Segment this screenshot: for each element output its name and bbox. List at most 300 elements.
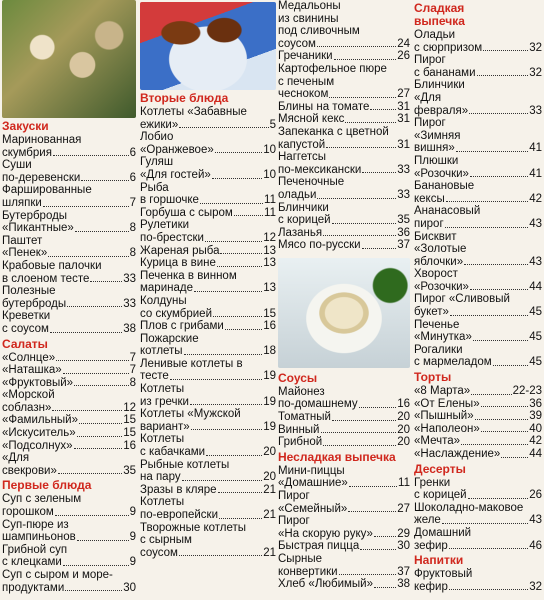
entry-last-line: [140, 282, 276, 295]
toc-entry[interactable]: [414, 398, 542, 411]
section-heading: [414, 2, 542, 28]
toc-entry[interactable]: [278, 553, 410, 578]
entry-last-line: [140, 421, 276, 434]
entry-last-line: [278, 214, 410, 227]
dot-leader: [212, 178, 262, 179]
entry-title-line: Блинчики: [278, 201, 329, 214]
entry-last-line: [2, 323, 136, 336]
toc-entry[interactable]: [414, 527, 542, 552]
entry-title-line: тесте: [140, 370, 169, 383]
entry-title-line: Суп с сыром и море-: [2, 569, 113, 581]
entry-title-line: в горшочке: [140, 194, 199, 207]
toc-entry[interactable]: [140, 156, 276, 181]
toc-entry[interactable]: [140, 245, 276, 258]
dot-leader: [63, 373, 129, 374]
page-number: 46: [529, 539, 542, 552]
entry-title-line: пирог: [414, 217, 444, 230]
toc-entry[interactable]: [140, 333, 276, 358]
entry-last-line: [278, 436, 410, 449]
entry-last-line: [140, 232, 276, 245]
toc-entry[interactable]: [140, 496, 276, 521]
entry-last-line: [140, 320, 276, 333]
entry-title-line: по-мексикански: [278, 163, 362, 176]
page-number: 7: [129, 196, 136, 209]
entry-title-line: Паштет: [2, 234, 43, 247]
toc-entry[interactable]: [2, 414, 136, 427]
dot-leader: [81, 180, 128, 181]
dot-leader: [74, 448, 123, 449]
page-number: 13: [263, 244, 276, 257]
dot-leader: [191, 429, 263, 430]
entry-last-line: [2, 147, 136, 160]
entry-title-line: с мармеладом: [414, 356, 492, 369]
toc-entry[interactable]: [140, 522, 276, 560]
entry-title-line: под сливочным: [278, 25, 360, 38]
page-number: 22-23: [512, 385, 542, 398]
page-number: 9: [129, 506, 136, 519]
toc-entry[interactable]: [140, 207, 276, 220]
page-number: 20: [397, 411, 410, 424]
entry-last-line: [278, 164, 410, 177]
toc-entry[interactable]: [2, 377, 136, 390]
dot-leader: [349, 486, 397, 487]
toc-entry[interactable]: [278, 411, 410, 424]
toc-entry[interactable]: [2, 519, 136, 544]
dot-leader: [58, 473, 122, 474]
toc-entry[interactable]: [140, 433, 276, 458]
toc-entry[interactable]: [278, 540, 410, 553]
entry-title-line: «Солнце»: [2, 351, 56, 364]
entry-title-line: Рулетики: [140, 219, 190, 232]
entry-last-line: [2, 352, 136, 365]
page-number: 20: [263, 471, 276, 484]
entry-last-line: [278, 424, 410, 437]
entry-last-line: [278, 189, 410, 202]
section-heading: Несладкая выпечка: [278, 449, 396, 464]
entry-title-line: Грибной суп: [2, 543, 68, 556]
entry-last-line: [414, 331, 542, 344]
entry-title-line: Быстрая пицца: [278, 540, 360, 553]
dot-leader: [170, 379, 262, 380]
dot-leader: [215, 152, 262, 153]
entry-last-line: [414, 67, 542, 80]
entry-title-line: бутерброды: [2, 297, 67, 310]
page-number: 32: [529, 580, 542, 593]
dot-leader: [360, 549, 396, 550]
dot-leader: [217, 266, 262, 267]
page-number: 45: [529, 331, 542, 344]
toc-entry[interactable]: [2, 364, 136, 377]
entry-title-line: с корицей: [414, 489, 467, 502]
entry-title-line: Плюшки: [414, 154, 459, 167]
dot-leader: [43, 206, 129, 207]
toc-entry[interactable]: [414, 231, 542, 269]
dot-leader: [79, 423, 122, 424]
column-3: [278, 0, 410, 600]
dot-leader: [461, 444, 528, 445]
toc-entry[interactable]: [414, 435, 542, 448]
toc-entry[interactable]: [140, 270, 276, 295]
entry-title-line: Сырные: [278, 553, 322, 565]
entry-title-line: Рыба: [140, 181, 169, 194]
page-number: 9: [129, 531, 136, 544]
entry-last-line: [2, 402, 136, 415]
page-number: 21: [263, 509, 276, 521]
entry-last-line: [414, 540, 542, 553]
entry-title-line: Креветки: [2, 310, 51, 323]
toc-entry[interactable]: [278, 101, 410, 114]
toc-entry[interactable]: [140, 257, 276, 270]
page-number: 37: [397, 239, 410, 252]
toc-entry[interactable]: [278, 50, 410, 63]
entry-last-line: [140, 547, 276, 560]
toc-entry[interactable]: [414, 54, 542, 79]
entry-last-line: [140, 245, 276, 258]
toc-entry[interactable]: [2, 569, 136, 594]
toc-entry[interactable]: [414, 29, 542, 54]
entry-title-line: «Для: [2, 452, 30, 465]
page-number: 19: [263, 420, 276, 433]
toc-entry[interactable]: [140, 484, 276, 497]
page-number: 18: [263, 345, 276, 358]
dot-leader: [218, 492, 263, 493]
entry-title-line: со скумбрией: [140, 307, 213, 320]
entry-last-line: [140, 396, 276, 409]
entry-last-line: [140, 257, 276, 270]
dot-leader: [205, 241, 262, 242]
dot-leader: [206, 455, 262, 456]
entry-last-line: [414, 168, 542, 181]
page-number: 43: [529, 255, 542, 268]
toc-entry[interactable]: [278, 126, 410, 151]
dot-leader: [323, 235, 396, 236]
toc-entry[interactable]: [140, 408, 276, 433]
entry-title-line: Медальоны: [278, 0, 341, 12]
toc-entry[interactable]: [2, 452, 136, 477]
entry-title-line: конвертики: [278, 565, 338, 578]
entry-last-line: [414, 42, 542, 55]
toc-entry[interactable]: [414, 568, 542, 593]
entry-title-line: Майонез: [278, 385, 325, 398]
toc-entry[interactable]: [2, 544, 136, 569]
entry-title-line: Пожарские: [140, 332, 199, 345]
section-heading-line: Сладкая: [414, 1, 465, 15]
entry-title-line: Горбуша с сыром: [140, 206, 233, 219]
entry-title-line: Котлеты: [140, 496, 185, 509]
entry-title-line: с кабачками: [140, 446, 206, 459]
dot-leader: [317, 46, 396, 47]
sauce-bowl-photo: [278, 258, 410, 368]
toc-entry[interactable]: [414, 205, 542, 230]
toc-entry[interactable]: [414, 477, 542, 502]
entry-title-line: букет»: [414, 306, 449, 319]
toc-entry[interactable]: [2, 389, 136, 414]
dot-leader: [182, 480, 263, 481]
section-heading: Соусы: [278, 370, 318, 385]
entry-last-line: [140, 308, 276, 321]
page-number: 33: [123, 272, 136, 285]
entry-title-line: Оладьи: [414, 29, 456, 41]
entry-title-line: по-деревенски: [2, 171, 81, 184]
entry-title-line: «Фамильный»: [2, 414, 79, 427]
dot-leader: [468, 498, 529, 499]
dot-leader: [184, 354, 263, 355]
page-number: 38: [397, 578, 410, 591]
toc-entry[interactable]: [414, 448, 542, 461]
toc-entry[interactable]: [278, 227, 410, 240]
entry-title-line: Суп с зеленым: [2, 493, 82, 506]
toc-entry[interactable]: [2, 440, 136, 453]
dot-leader: [53, 155, 129, 156]
toc-entry[interactable]: [278, 0, 410, 50]
section-heading: Торты: [414, 370, 452, 385]
dot-leader: [374, 587, 396, 588]
toc-entry[interactable]: [278, 176, 410, 201]
entry-last-line: [140, 345, 276, 358]
toc-entry[interactable]: [140, 320, 276, 333]
page-number: 15: [123, 427, 136, 440]
page-number: 32: [529, 41, 542, 54]
entry-last-line: [2, 377, 136, 390]
toc-entry[interactable]: [140, 459, 276, 484]
page-number: 45: [529, 356, 542, 369]
snack-platter-photo: [2, 0, 136, 118]
entry-title-line: Домашний: [414, 526, 472, 539]
entry-title-line: из свинины: [278, 12, 339, 25]
entry-title-line: Жареная рыба: [140, 244, 220, 257]
entry-title-line: Бисквит: [414, 230, 457, 243]
dot-leader: [445, 227, 529, 228]
page-number: 33: [529, 104, 542, 117]
page-number: 32: [529, 66, 542, 79]
entry-title-line: февраля»: [414, 104, 469, 117]
entry-title-line: котлеты: [140, 345, 183, 358]
page-number: 31: [397, 100, 410, 113]
entry-title-line: с соусом: [2, 322, 49, 335]
page-number: 30: [123, 581, 136, 594]
dot-leader: [473, 340, 528, 341]
toc-entry[interactable]: [414, 268, 542, 293]
entry-last-line: [414, 306, 542, 319]
page-number: 24: [397, 37, 410, 50]
toc-entry[interactable]: [2, 184, 136, 209]
entry-title-line: Пирог: [278, 515, 310, 528]
page-number: 37: [397, 565, 410, 578]
page-number: 6: [129, 146, 136, 159]
page-number: 42: [529, 435, 542, 448]
toc-entry[interactable]: [278, 113, 410, 126]
entry-title-line: Блины на томате: [278, 100, 370, 113]
cutlets-plate-photo: [140, 2, 276, 90]
dot-leader: [442, 523, 528, 524]
entry-title-line: «На скорую руку»: [278, 527, 373, 540]
page-number: 13: [263, 282, 276, 295]
toc-entry[interactable]: [414, 319, 542, 344]
toc-entry[interactable]: [278, 490, 410, 515]
entry-title-line: из гречки: [140, 395, 189, 408]
entry-title-line: «От Елены»: [414, 397, 480, 410]
dot-leader: [77, 436, 123, 437]
entry-last-line: [2, 172, 136, 185]
toc-entry[interactable]: [2, 427, 136, 440]
entry-title-line: зефир: [414, 539, 448, 552]
entry-title-line: капустой: [278, 138, 326, 151]
toc-entry[interactable]: [414, 423, 542, 436]
entry-title-line: «Розочки»: [414, 167, 469, 180]
toc-entry[interactable]: [2, 493, 136, 518]
entry-last-line: [2, 582, 136, 595]
toc-entry[interactable]: [414, 410, 542, 423]
entry-title-line: с сюрпризом: [414, 41, 483, 54]
entry-title-line: «Семейный»: [278, 502, 348, 515]
dot-leader: [374, 536, 396, 537]
entry-title-line: Пирог «Сливовый: [414, 293, 510, 306]
toc-entry[interactable]: [140, 106, 276, 131]
toc-entry[interactable]: [2, 235, 136, 260]
entry-last-line: [414, 193, 542, 206]
toc-entry[interactable]: [414, 502, 542, 527]
page-number: 13: [263, 257, 276, 270]
dot-leader: [345, 122, 396, 123]
entry-last-line: [2, 414, 136, 427]
entry-last-line: [2, 427, 136, 440]
dot-leader: [481, 431, 528, 432]
dot-leader: [225, 329, 262, 330]
entry-last-line: [414, 423, 542, 436]
dot-leader: [464, 264, 528, 265]
toc-entry[interactable]: [140, 358, 276, 383]
toc-entry[interactable]: [2, 134, 136, 159]
entry-title-line: Гречаники: [278, 50, 333, 63]
entry-title-line: по-европейски: [140, 509, 219, 521]
toc-entry[interactable]: [414, 117, 542, 155]
toc-entry[interactable]: [278, 151, 410, 176]
entry-title-line: Печеночные: [278, 176, 345, 189]
page-number: 8: [129, 376, 136, 389]
entry-title-line: «Искуситель»: [2, 427, 76, 440]
entry-title-line: Крабовые палочки: [2, 259, 102, 272]
dot-leader: [370, 109, 396, 110]
page-number: 39: [529, 410, 542, 423]
dot-leader: [194, 291, 262, 292]
entry-title-line: «Пенек»: [2, 247, 48, 260]
toc-entry[interactable]: [278, 515, 410, 540]
entry-title-line: «Наташка»: [2, 364, 62, 377]
section-heading: Закуски: [2, 119, 49, 133]
entry-title-line: «Наслаждение»: [414, 448, 501, 460]
entry-title-line: по-брестски: [140, 231, 204, 244]
entry-last-line: [140, 509, 276, 522]
toc-entry[interactable]: [414, 293, 542, 318]
toc-entry[interactable]: [2, 159, 136, 184]
toc-entry[interactable]: [278, 465, 410, 490]
toc-entry[interactable]: [278, 424, 410, 437]
page-number: 16: [123, 439, 136, 452]
entry-title-line: Наггетсы: [278, 151, 327, 164]
entry-title-line: чесноком: [278, 88, 329, 101]
entry-last-line: [414, 105, 542, 118]
toc-entry[interactable]: [2, 310, 136, 335]
dot-leader: [501, 457, 528, 458]
toc-entry[interactable]: [278, 386, 410, 411]
entry-title-line: с клецками: [2, 556, 62, 569]
entry-title-line: Пирог: [414, 54, 446, 67]
entry-last-line: [278, 88, 410, 101]
toc-entry[interactable]: [140, 383, 276, 408]
toc-entry[interactable]: [140, 219, 276, 244]
toc-entry[interactable]: [414, 180, 542, 205]
dot-leader: [323, 445, 396, 446]
toc-entry[interactable]: [414, 155, 542, 180]
dot-leader: [52, 410, 122, 411]
entry-title-line: Котлеты «Мужской: [140, 408, 241, 421]
toc-entry[interactable]: [278, 63, 410, 101]
toc-entry[interactable]: [2, 210, 136, 235]
toc-entry[interactable]: [140, 182, 276, 207]
entry-title-line: Бутерброды: [2, 209, 68, 222]
page-number: 40: [529, 422, 542, 435]
page-number: 19: [263, 370, 276, 383]
entry-last-line: [2, 440, 136, 453]
toc-entry[interactable]: [2, 285, 136, 310]
entry-title-line: Винный: [278, 423, 320, 436]
dot-leader: [65, 590, 122, 591]
entry-last-line: [414, 489, 542, 502]
entry-title-line: Ананасовый: [414, 205, 481, 218]
page-number: 19: [263, 395, 276, 408]
toc-entry[interactable]: [278, 578, 410, 591]
dot-leader: [213, 316, 262, 317]
section-heading: Десерты: [414, 461, 466, 476]
entry-last-line: [2, 273, 136, 286]
entry-title-line: на пару: [140, 471, 181, 484]
entry-title-line: Лобио: [140, 131, 174, 144]
entry-last-line: [278, 540, 410, 553]
toc-entry[interactable]: [2, 352, 136, 365]
toc-entry[interactable]: [414, 344, 542, 369]
page-number: 31: [397, 138, 410, 151]
dot-leader: [74, 385, 129, 386]
entry-last-line: [278, 227, 410, 240]
dot-leader: [67, 306, 122, 307]
entry-title-line: «Пышный»: [414, 410, 474, 423]
dot-leader: [332, 223, 397, 224]
toc-entry[interactable]: [278, 202, 410, 227]
toc-entry[interactable]: [414, 79, 542, 117]
toc-entry[interactable]: [278, 436, 410, 449]
dot-leader: [48, 256, 128, 257]
column-1: [2, 0, 136, 600]
dot-leader: [446, 201, 528, 202]
entry-last-line: [2, 222, 136, 235]
entry-title-line: Котлеты: [140, 383, 185, 396]
entry-title-line: Хворост: [414, 268, 458, 281]
toc-entry[interactable]: [414, 385, 542, 398]
entry-last-line: [414, 281, 542, 294]
entry-title-line: «Пикантные»: [2, 222, 74, 235]
toc-entry[interactable]: [140, 131, 276, 156]
page-number: 5: [269, 118, 276, 131]
entry-title-line: Банановые: [414, 180, 475, 193]
toc-entry[interactable]: [278, 239, 410, 252]
entry-title-line: Котлеты: [140, 433, 185, 446]
entry-last-line: [414, 435, 542, 448]
page-number: 16: [263, 320, 276, 333]
toc-entry[interactable]: [2, 260, 136, 285]
entry-title-line: с бананами: [414, 66, 476, 79]
toc-entry[interactable]: [140, 295, 276, 320]
page-number: 43: [529, 217, 542, 230]
